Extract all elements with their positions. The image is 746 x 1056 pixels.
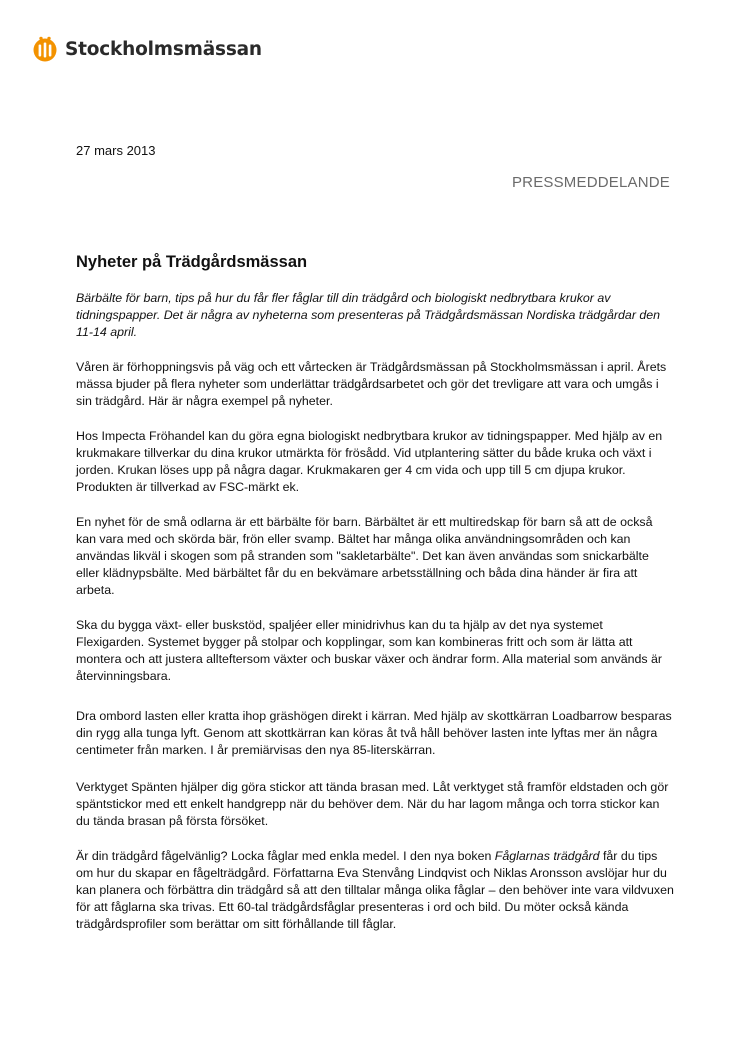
paragraph-barbalte: En nyhet för de små odlarna är ett bärbälte för barn. Bärbältet är ett multiredskap för barn så att de också kan vara med och skörda bär, frön eller svamp. Bältet har många olika användningsområden och kan användas likväl i skogen som på stranden som "sakletarbälte". Det kan även användas som snickarbälte eller klädnypsbälte. Med bärbältet får du en bekvämare arbetsställning och båda dina händer är fira att arbeta.	[76, 515, 653, 597]
logo-wordmark: Stockholmsmässan	[65, 38, 262, 60]
lead-paragraph: Bärbälte för barn, tips på hur du får fler fåglar till din trädgård och biologiskt nedbrytbara krukor av tidningspapper. Det är några av nyheterna som presenteras på Trädgårdsmässan Nordiska trädgårdar den 11-14 april.	[76, 291, 661, 339]
paragraph-faglar-intro: Är din trädgård fågelvänlig? Locka fåglar med enkla medel. I den nya boken	[76, 849, 495, 863]
paragraph-spanten: Verktyget Spänten hjälper dig göra stickor att tända brasan med. Låt verktyget stå framför eldstaden och gör späntstickor med ett enkelt handgrepp när du behöver dem. När du har lagom många och torra stickor kan du tända brasan på första försöket.	[76, 780, 669, 828]
paragraph-impecta: Hos Impecta Fröhandel kan du göra egna biologiskt nedbrytbara krukor av tidningspapper. Med hjälp av en krukmakare tillverkar du dina krukor utmärkta för frösådd. Vid utplantering sätter du både kruka och växt i jorden. Krukan löses upp på några dagar. Krukmakaren ger 4 cm vida och upp till 5 cm djupa krukor. Produkten är tillverkad av FSC-märkt ek.	[76, 429, 663, 494]
book-title: Fåglarnas trädgård	[494, 849, 600, 863]
stockholmsmassan-logo-icon	[33, 36, 57, 62]
paragraph-faglar-rest: får du tips om hur du skapar en fågelträdgård. Författarna Eva Stenvång Lindqvist och Niklas Aronsson avslöjar hur du kan planera och förbättra din trädgård så att den tilltalar många olika fåglar – den behöver inte vara vildvuxen för att fåglarna ska trivas. Ett 60-tal trädgårdsfåglar presenteras i ord och bild. Du möter också kända trädgårdsprofiler som berättar om sitt förhållande till fåglar.	[76, 849, 674, 931]
paragraph-faglar	[76, 848, 674, 933]
press-date: 27 mars 2013	[76, 143, 156, 158]
document-type: PRESSMEDDELANDE	[511, 174, 670, 191]
article-body	[76, 290, 674, 933]
headline: Nyheter på Trädgårdsmässan	[76, 253, 308, 271]
paragraph-loadbarrow: Dra ombord lasten eller kratta ihop gräshögen direkt i kärran. Med hjälp av skottkärran Loadbarrow besparas din rygg alla tunga lyft. Genom att skottkärran kan köras åt två håll behöver lasten inte lyftas mer än några centimeter från marken. I år premiärvisas den nya 85-literskärran.	[76, 709, 672, 757]
logo	[33, 36, 262, 62]
paragraph-intro: Våren är förhoppningsvis på väg och ett vårtecken är Trädgårdsmässan på Stockholmsmässan i april. Årets mässa bjuder på flera nyheter som underlättar trädgårdsarbetet och gör det trevligare att vara och umgås i sin trädgård. Här är några exempel på nyheter.	[76, 360, 667, 408]
paragraph-flexigarden: Ska du bygga växt- eller buskstöd, spaljéer eller minidrivhus kan du ta hjälp av det nya systemet Flexigarden. Systemet bygger på stolpar och kopplingar, som kan kombineras fritt och som är lätta att montera och att justera allteftersom växter och buskar växer och ändrar form. Alla material som används är återvinningsbara.	[76, 618, 663, 683]
